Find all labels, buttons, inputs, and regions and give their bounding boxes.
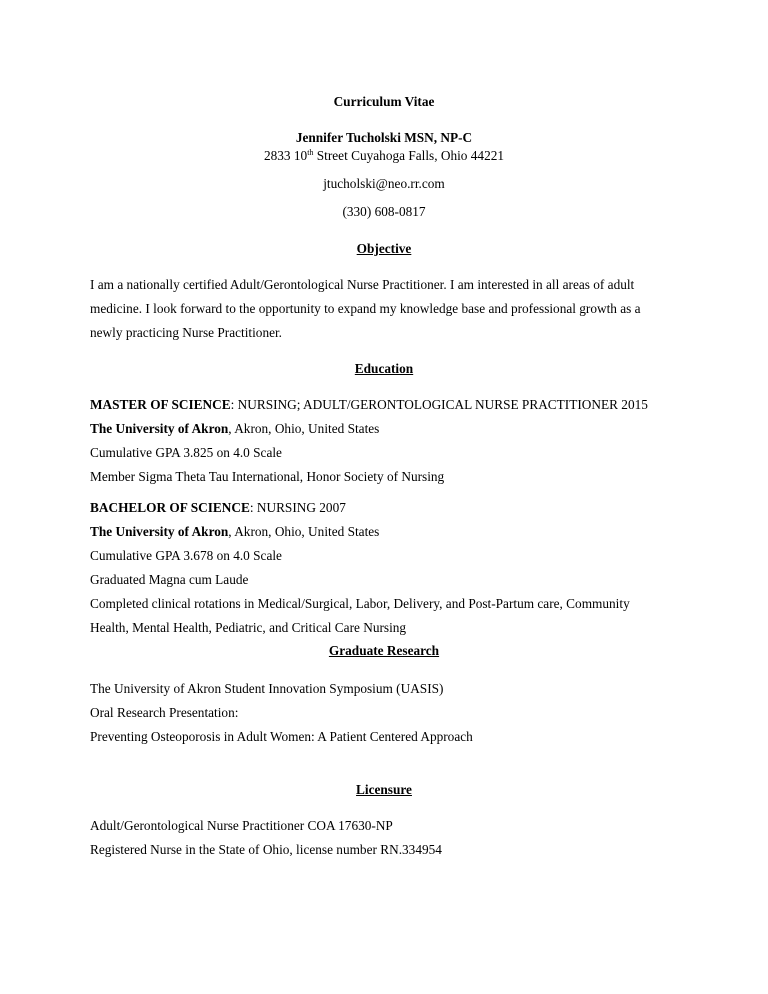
bachelors-degree-field: : NURSING 2007 [249, 500, 346, 515]
bachelors-honor: Graduated Magna cum Laude [90, 572, 249, 587]
bachelors-school-location: , Akron, Ohio, United States [228, 524, 380, 539]
address-number: 2833 10 [263, 148, 308, 163]
objective-line: newly practicing Nurse Practitioner. [90, 325, 283, 340]
bachelors-rotations: Completed clinical rotations in Medical/Surgical, Labor, Delivery, and Post-Partum care, Community [90, 596, 630, 611]
candidate-name: Jennifer Tucholski MSN, NP-C [295, 130, 473, 145]
graduate-research-heading: Graduate Research [328, 643, 440, 658]
address-superscript: th [307, 148, 314, 157]
research-line: Preventing Osteoporosis in Adult Women: A Patient Centered Approach [90, 729, 473, 744]
research-line: Oral Research Presentation: [90, 705, 239, 720]
masters-degree [90, 397, 648, 413]
objective-line: I am a nationally certified Adult/Gerontological Nurse Practitioner. I am interested in all areas of adult [90, 277, 635, 292]
phone: (330) 608-0817 [342, 204, 426, 219]
masters-school [90, 421, 379, 437]
masters-school-name: The University of Akron [90, 421, 229, 436]
objective-line: medicine. I look forward to the opportunity to expand my knowledge base and professional growth as a [90, 301, 641, 316]
masters-gpa: Cumulative GPA 3.825 on 4.0 Scale [90, 445, 282, 460]
email: jtucholski@neo.rr.com [323, 176, 445, 191]
education-heading: Education [354, 361, 414, 376]
research-line: The University of Akron Student Innovation Symposium (UASIS) [90, 681, 444, 696]
address [0, 148, 768, 164]
bachelors-degree-title: BACHELOR OF SCIENCE [90, 500, 250, 515]
bachelors-school [90, 524, 379, 540]
bachelors-rotations-cont: Health, Mental Health, Pediatric, and Critical Care Nursing [90, 620, 407, 635]
masters-school-location: , Akron, Ohio, United States [228, 421, 380, 436]
bachelors-school-name: The University of Akron [90, 524, 229, 539]
bachelors-degree [90, 500, 346, 516]
address-rest: Street Cuyahoga Falls, Ohio 44221 [313, 148, 505, 163]
objective-heading: Objective [356, 241, 412, 256]
masters-honor: Member Sigma Theta Tau International, Honor Society of Nursing [90, 469, 445, 484]
document-title: Curriculum Vitae [333, 94, 435, 109]
license-line: Registered Nurse in the State of Ohio, license number RN.334954 [90, 842, 442, 857]
licensure-heading: Licensure [356, 782, 412, 797]
masters-degree-title: MASTER OF SCIENCE [90, 397, 231, 412]
license-line: Adult/Gerontological Nurse Practitioner COA 17630-NP [90, 818, 393, 833]
masters-degree-field: : NURSING; ADULT/GERONTOLOGICAL NURSE PRACTITIONER 2015 [230, 397, 648, 412]
bachelors-gpa: Cumulative GPA 3.678 on 4.0 Scale [90, 548, 282, 563]
